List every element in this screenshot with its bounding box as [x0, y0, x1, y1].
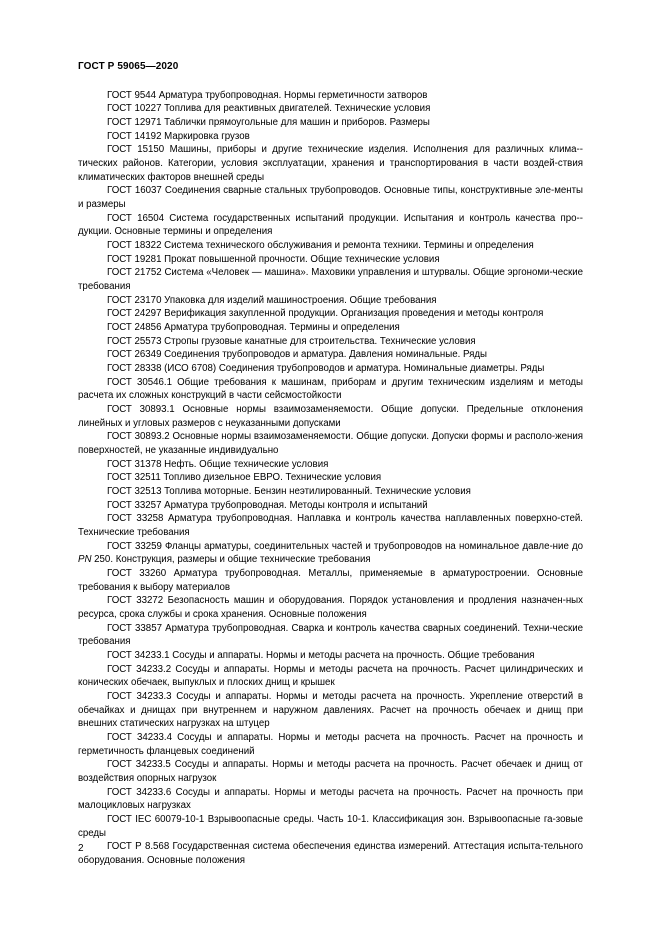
reference-item: ГОСТ 34233.5 Сосуды и аппараты. Нормы и методы расчета на прочность. Расчет обечаек и днищ от воздействия опорных нагрузок — [78, 759, 583, 785]
reference-item: ГОСТ 34233.2 Сосуды и аппараты. Нормы и методы расчета на прочность. Расчет цилиндрических и конических обечаек, выпуклых и плоских днищ и крышек — [78, 663, 583, 689]
reference-item: ГОСТ 32511 Топливо дизельное ЕВРО. Технические условия — [107, 472, 382, 484]
reference-item: ГОСТ 10227 Топлива для реактивных двигателей. Технические условия — [107, 103, 431, 115]
reference-item: ГОСТ 14192 Маркировка грузов — [107, 130, 250, 142]
page-number: 2 — [78, 843, 84, 854]
reference-item: ГОСТ Р 8.568 Государственная система обеспечения единства измерений. Аттестация испыта-тельного оборудования. Основные положения — [78, 841, 583, 867]
reference-item: ГОСТ 30893.1 Основные нормы взаимозаменяемости. Общие допуски. Предельные отклонения линейных и угловых размеров с неуказанными допусками — [78, 403, 583, 429]
reference-item: ГОСТ 26349 Соединения трубопроводов и арматура. Давления номинальные. Ряды — [107, 349, 488, 361]
reference-item: ГОСТ 34233.6 Сосуды и аппараты. Нормы и методы расчета на прочность. Расчет на прочность при малоцикловых нагрузках — [78, 786, 583, 812]
reference-item: ГОСТ 33857 Арматура трубопроводная. Сварка и контроль качества сварных соединений. Техни-ческие требования — [78, 622, 583, 648]
reference-item: ГОСТ 24856 Арматура трубопроводная. Термины и определения — [107, 321, 400, 333]
pn-symbol: PN — [78, 554, 92, 566]
reference-item-pn: ГОСТ 33259 Фланцы арматуры, соединительных частей и трубопроводов на номинальное давле-ние до PN 250. Конструкция, размеры и общие технические требования — [78, 540, 583, 566]
reference-item: ГОСТ 15150 Машины, приборы и другие технические изделия. Исполнения для различных клима-тических районов. Категории, условия эксплуатации, хранения и транспортирования в части воздей-ствия климатических факторов внешней среды — [78, 144, 583, 183]
reference-item: ГОСТ 18322 Система технического обслуживания и ремонта техники. Термины и определения — [107, 239, 534, 251]
reference-item: ГОСТ 23170 Упаковка для изделий машиностроения. Общие требования — [107, 294, 437, 306]
reference-item: ГОСТ 33258 Арматура трубопроводная. Наплавка и контроль качества наплавленных поверхно-стей. Технические требования — [78, 513, 583, 538]
reference-item: ГОСТ 9544 Арматура трубопроводная. Нормы герметичности затворов — [107, 89, 428, 101]
reference-item: ГОСТ 12971 Таблички прямоугольные для машин и приборов. Размеры — [107, 116, 430, 128]
reference-item: ГОСТ 30546.1 Общие требования к машинам, приборам и другим техническим изделиям и методы расчета их сложных конструкций в части сейсмостойкости — [78, 376, 583, 402]
reference-item: ГОСТ 34233.3 Сосуды и аппараты. Нормы и методы расчета на прочность. Укрепление отверстий в обечайках и днищах при внутреннем и наружном давлениях. Расчет на прочность обечаек и днищ при внешних статических нагрузках на штуцер — [78, 691, 583, 730]
reference-item: ГОСТ 32513 Топлива моторные. Бензин неэтилированный. Технические условия — [107, 485, 471, 497]
document-header: ГОСТ Р 59065—2020 — [78, 61, 179, 72]
normative-references-list — [78, 89, 583, 868]
reference-item: ГОСТ 16504 Система государственных испытаний продукции. Испытания и контроль качества про-дукции. Основные термины и определения — [78, 212, 583, 238]
reference-item: ГОСТ 28338 (ИСО 6708) Соединения трубопроводов и арматура. Номинальные диаметры. Ряды — [107, 362, 545, 374]
reference-item: ГОСТ 19281 Прокат повышенной прочности. Общие технические условия — [107, 253, 440, 265]
reference-item: ГОСТ IEC 60079-10-1 Взрывоопасные среды. Часть 10-1. Классификация зон. Взрывоопасные га-зовые среды — [78, 814, 583, 839]
reference-item: ГОСТ 25573 Стропы грузовые канатные для строительства. Технические условия — [107, 335, 476, 347]
reference-item: ГОСТ 33260 Арматура трубопроводная. Металлы, применяемые в арматуростроении. Основные требования к выбору материалов — [78, 568, 583, 593]
reference-item: ГОСТ 33272 Безопасность машин и оборудования. Порядок установления и продления назначен-ных ресурса, срока службы и срока хранения. Основные положения — [78, 595, 583, 621]
reference-item: ГОСТ 34233.1 Сосуды и аппараты. Нормы и методы расчета на прочность. Общие требования — [107, 650, 535, 662]
reference-item: ГОСТ 30893.2 Основные нормы взаимозаменяемости. Общие допуски. Допуски формы и располо-жения поверхностей, не указанные индивидуально — [78, 431, 583, 456]
reference-item: ГОСТ 24297 Верификация закупленной продукции. Организация проведения и методы контроля — [107, 308, 544, 320]
reference-item: ГОСТ 21752 Система «Человек — машина». Маховики управления и штурвалы. Общие эргономи-ческие требования — [78, 267, 583, 292]
reference-item: ГОСТ 33257 Арматура трубопроводная. Методы контроля и испытаний — [107, 499, 428, 511]
reference-item: ГОСТ 34233.4 Сосуды и аппараты. Нормы и методы расчета на прочность. Расчет на прочность и герметичность фланцевых соединений — [78, 732, 583, 757]
reference-item: ГОСТ 31378 Нефть. Общие технические условия — [107, 458, 329, 470]
reference-item: ГОСТ 16037 Соединения сварные стальных трубопроводов. Основные типы, конструктивные эле-менты и размеры — [78, 185, 583, 210]
